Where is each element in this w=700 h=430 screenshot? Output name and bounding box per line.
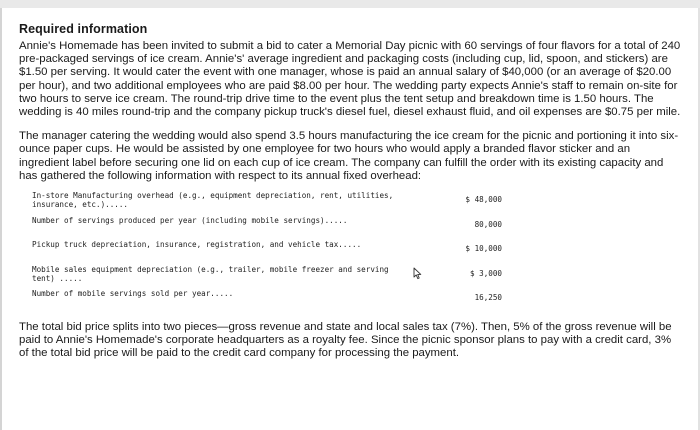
top-border-strip [0, 0, 700, 8]
document-body [19, 22, 681, 361]
overhead-row [32, 191, 552, 216]
bid-price-paragraph: The total bid price splits into two pieces—gross revenue and state and local sales tax (7%). Then, 5% of the gross revenue will be paid to Annie's Homemade's corporate headquarters as a royalty fee. Since the picnic sponsor plans to pay with a credit card, 3% of the total bid price will be paid to the credit card company for processing the payment. [19, 321, 672, 360]
overhead-label: Number of mobile servings sold per year..... [32, 289, 234, 299]
overhead-label: In-store Manufacturing overhead (e.g., equipment depreciation, rent, utilities, insurance, etc.)..... [32, 191, 398, 210]
scenario-paragraph: Annie's Homemade has been invited to submit a bid to cater a Memorial Day picnic with 60 servings of four flavors for a total of 240 pre-packaged servings of ice cream. Annie's' average ingredient and packaging costs (including cup, lid, spoon, and stickers) are $1.50 per serving. It would cater the event with one manager, whose is paid an annual salary of $40,000 (or an average of $20.00 per hour), and two additional employees who are paid $8.00 per hour. The wedding party expects Annie's staff to remain on-site for two hours to serve ice cream. The round-trip drive time to the event plus the tent setup and breakdown time is 1.50 hours. The wedding is 40 miles round-trip and the company pickup truck's diesel fuel, diesel exhaust fluid, and oil expenses are $0.75 per mile. [19, 40, 681, 119]
manufacturing-paragraph: The manager catering the wedding would also spend 3.5 hours manufacturing the ice cream for the picnic and portioning it into six-ounce paper cups. He would be assisted by one employee for two hours who would apply a branded flavor sticker and an ingredient label before securing one lid on each cup of ice cream. The company can fulfill the order with its existing capacity and has gathered the following information with respect to its annual fixed overhead: [19, 130, 679, 182]
overhead-label: Mobile sales equipment depreciation (e.g., trailer, mobile freezer and serving tent) ..... [32, 264, 394, 283]
overhead-row [32, 240, 552, 265]
overhead-value: 80,000 [474, 219, 502, 229]
overhead-label: Number of servings produced per year (including mobile servings)..... [32, 215, 348, 225]
section-heading: Required information [19, 22, 148, 36]
overhead-value: $ 3,000 [469, 268, 502, 278]
overhead-label: Pickup truck depreciation, insurance, registration, and vehicle tax..... [32, 240, 362, 250]
overhead-value: $ 48,000 [465, 195, 502, 205]
overhead-value: $ 10,000 [465, 244, 502, 254]
overhead-table [32, 191, 552, 303]
overhead-row [32, 216, 552, 241]
overhead-value: 16,250 [474, 293, 502, 303]
overhead-row [32, 265, 552, 290]
overhead-row [32, 289, 552, 303]
left-page-edge [0, 8, 2, 430]
mouse-cursor-icon [413, 267, 422, 280]
